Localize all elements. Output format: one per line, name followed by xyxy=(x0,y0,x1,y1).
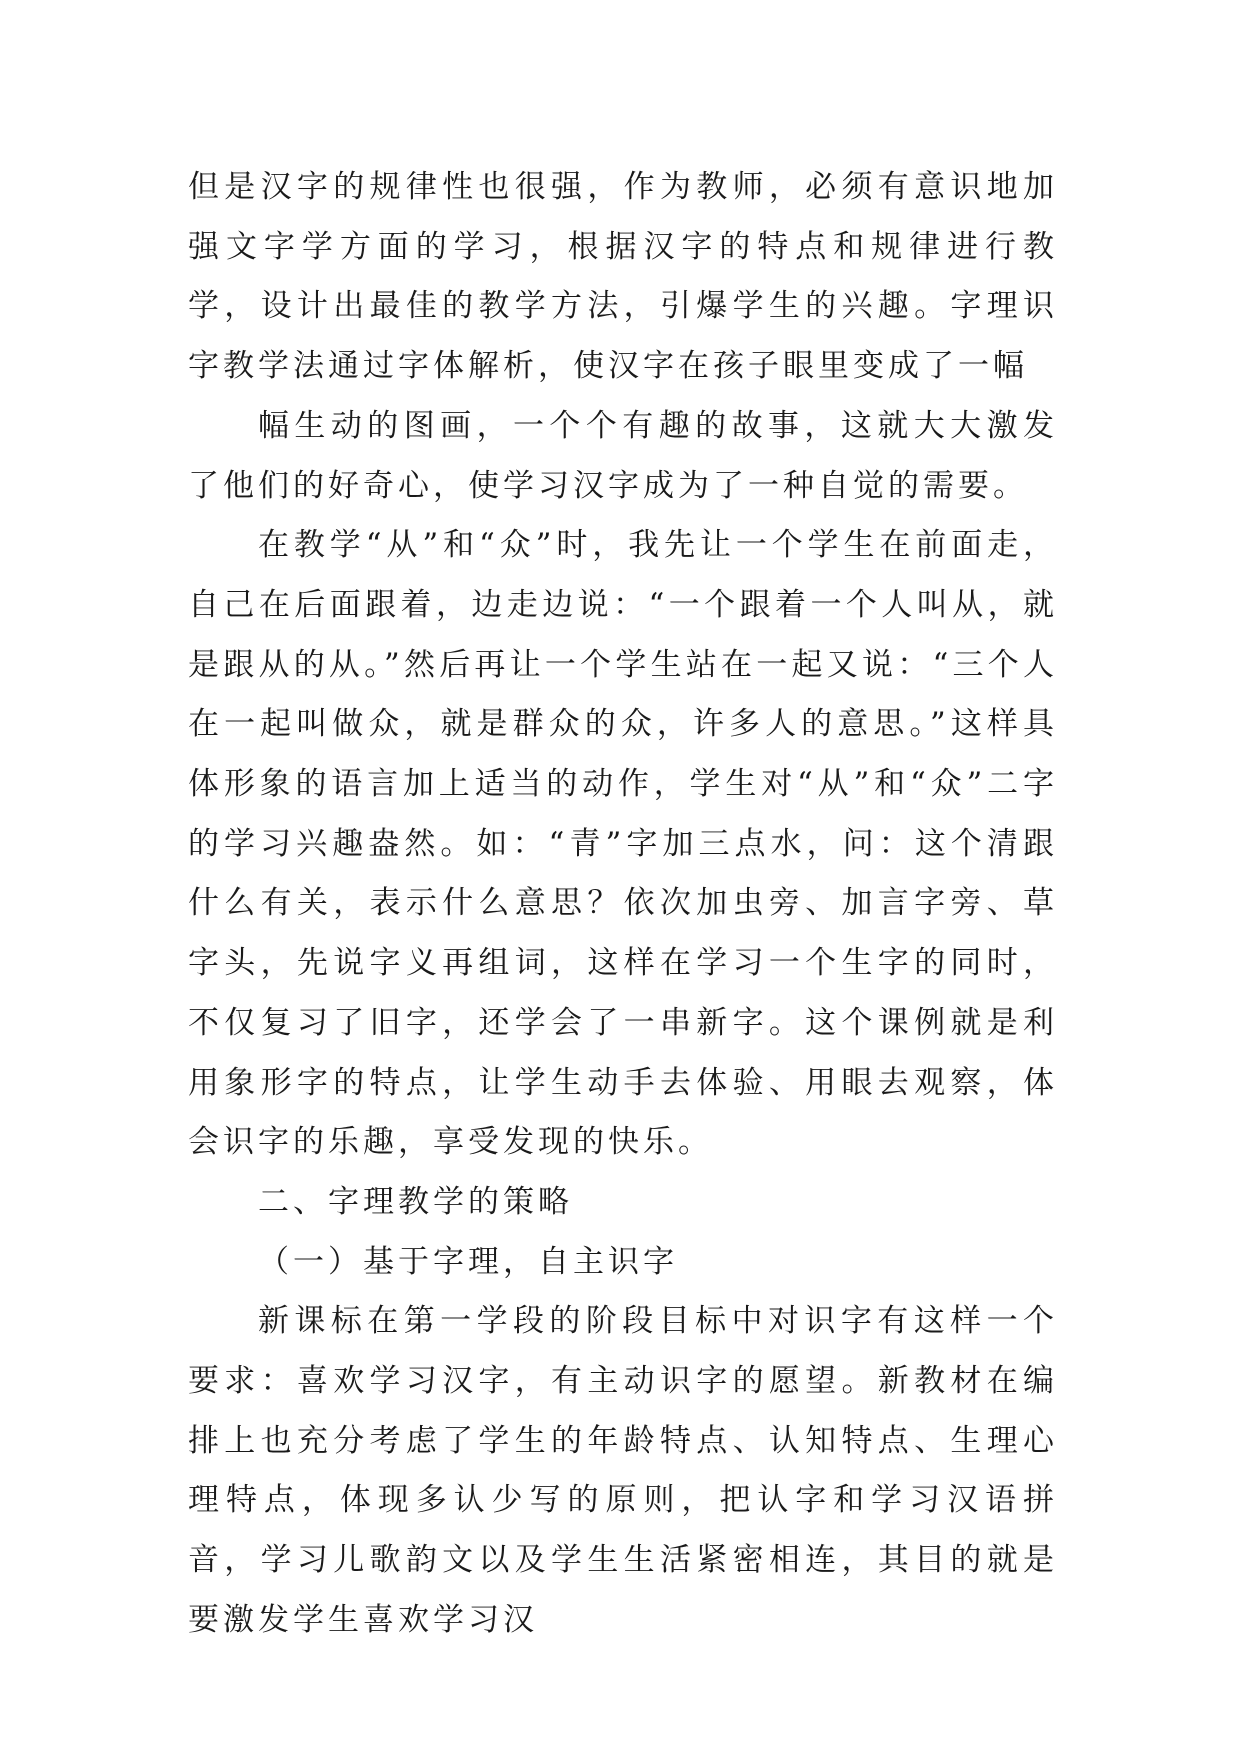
paragraph-1: 但是汉字的规律性也很强，作为教师，必须有意识地加强文字学方面的学习，根据汉字的特点和规律进行教学，设计出最佳的教学方法，引爆学生的兴趣。字理识字教学法通过字体解析，使汉字在孩子眼里变成了一幅 xyxy=(188,169,1058,385)
section-heading: 二、字理教学的策略 xyxy=(258,1183,573,1220)
paragraph-3: 在教学“从”和“众”时，我先让一个学生在前面走，自己在后面跟着，边走边说：“一个跟着一个人叫从，就是跟从的从。”然后再让一个学生站在一起又说：“三个人在一起叫做众，就是群众的众，许多人的意思。”这样具体形象的语言加上适当的动作，学生对“从”和“众”二字的学习兴趣盎然。如：“青”字加三点水，问：这个清跟什么有关，表示什么意思？依次加虫旁、加言字旁、草字头，先说字义再组词，这样在学习一个生字的同时，不仅复习了旧字，还学会了一串新字。这个课例就是利用象形字的特点，让学生动手去体验、用眼去观察，体会识字的乐趣，享受发现的快乐。 xyxy=(188,527,1058,1161)
subsection-heading: （一）基于字理，自主识字 xyxy=(258,1243,678,1280)
paragraph-2: 幅生动的图画，一个个有趣的故事，这就大大激发了他们的好奇心，使学习汉字成为了一种自觉的需要。 xyxy=(188,407,1058,504)
document-body xyxy=(188,158,1058,1651)
paragraph-4: 新课标在第一学段的阶段目标中对识字有这样一个要求：喜欢学习汉字，有主动识字的愿望。新教材在编排上也充分考虑了学生的年龄特点、认知特点、生理心理特点，体现多认少写的原则，把认字和学习汉语拼音，学习儿歌韵文以及学生生活紧密相连，其目的就是要激发学生喜欢学习汉 xyxy=(188,1303,1058,1638)
